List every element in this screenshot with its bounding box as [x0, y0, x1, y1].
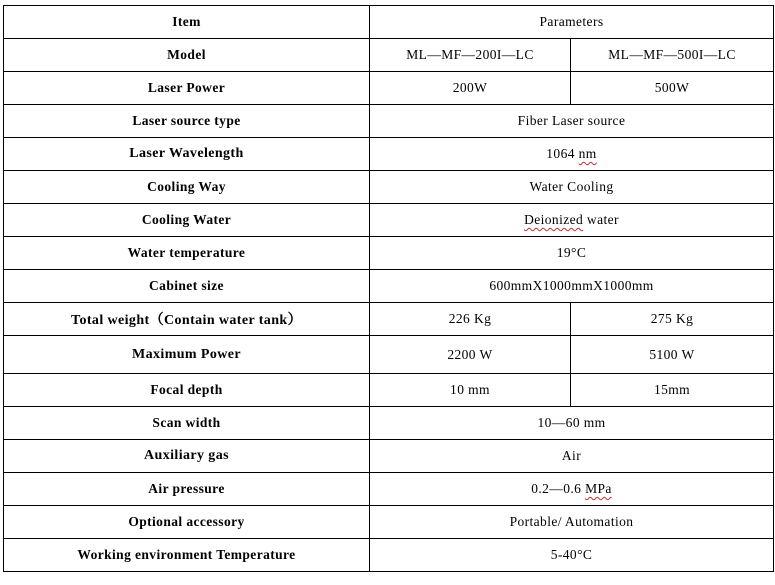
scan-width-value: 10—60 mm — [370, 407, 774, 440]
total-weight-value-1: 226 Kg — [370, 303, 571, 336]
laser-wavelength-number: 1064 — [546, 146, 579, 161]
laser-power-label: Laser Power — [4, 72, 370, 105]
laser-power-value-2: 500W — [571, 72, 774, 105]
table-row — [4, 39, 774, 72]
table-row — [4, 171, 774, 204]
model-value-1: ML—MF—200I—LC — [370, 39, 571, 72]
table-row — [4, 237, 774, 270]
laser-wavelength-value — [370, 138, 774, 171]
spec-table — [3, 5, 774, 572]
air-pressure-value — [370, 473, 774, 506]
table-row — [4, 336, 774, 374]
cabinet-size-label: Cabinet size — [4, 270, 370, 303]
focal-depth-value-2: 15mm — [571, 374, 774, 407]
water-temperature-value: 19°C — [370, 237, 774, 270]
optional-accessory-label: Optional accessory — [4, 506, 370, 539]
table-row — [4, 204, 774, 237]
maximum-power-value-2: 5100 W — [571, 336, 774, 374]
working-env-temp-value: 5-40°C — [370, 539, 774, 572]
total-weight-value-2: 275 Kg — [571, 303, 774, 336]
table-row — [4, 72, 774, 105]
laser-source-type-label: Laser source type — [4, 105, 370, 138]
header-item: Item — [4, 6, 370, 39]
cooling-water-value-b: water — [583, 212, 619, 227]
focal-depth-value-1: 10 mm — [370, 374, 571, 407]
auxiliary-gas-value: Air — [370, 440, 774, 473]
maximum-power-value-1: 2200 W — [370, 336, 571, 374]
table-row — [4, 374, 774, 407]
table-row — [4, 506, 774, 539]
model-value-2: ML—MF—500I—LC — [571, 39, 774, 72]
laser-wavelength-label: Laser Wavelength — [4, 138, 370, 171]
cooling-water-label: Cooling Water — [4, 204, 370, 237]
cooling-way-label: Cooling Way — [4, 171, 370, 204]
cooling-water-value — [370, 204, 774, 237]
table-row — [4, 539, 774, 572]
laser-power-value-1: 200W — [370, 72, 571, 105]
model-label: Model — [4, 39, 370, 72]
focal-depth-label: Focal depth — [4, 374, 370, 407]
cabinet-size-value: 600mmX1000mmX1000mm — [370, 270, 774, 303]
table-row — [4, 105, 774, 138]
scan-width-label: Scan width — [4, 407, 370, 440]
table-row — [4, 407, 774, 440]
laser-source-type-value: Fiber Laser source — [370, 105, 774, 138]
cooling-water-value-a: Deionized — [524, 212, 584, 227]
table-row — [4, 303, 774, 336]
water-temperature-label: Water temperature — [4, 237, 370, 270]
working-env-temp-label: Working environment Temperature — [4, 539, 370, 572]
header-parameters: Parameters — [370, 6, 774, 39]
air-pressure-label: Air pressure — [4, 473, 370, 506]
maximum-power-label: Maximum Power — [4, 336, 370, 374]
optional-accessory-value: Portable/ Automation — [370, 506, 774, 539]
header-row — [4, 6, 774, 39]
table-row — [4, 473, 774, 506]
laser-wavelength-unit: nm — [578, 146, 597, 161]
table-row — [4, 440, 774, 473]
total-weight-label: Total weight（Contain water tank） — [4, 303, 370, 336]
table-row — [4, 270, 774, 303]
cooling-way-value: Water Cooling — [370, 171, 774, 204]
air-pressure-unit: MPa — [585, 481, 612, 496]
auxiliary-gas-label: Auxiliary gas — [4, 440, 370, 473]
air-pressure-number: 0.2—0.6 — [531, 481, 586, 496]
table-row — [4, 138, 774, 171]
